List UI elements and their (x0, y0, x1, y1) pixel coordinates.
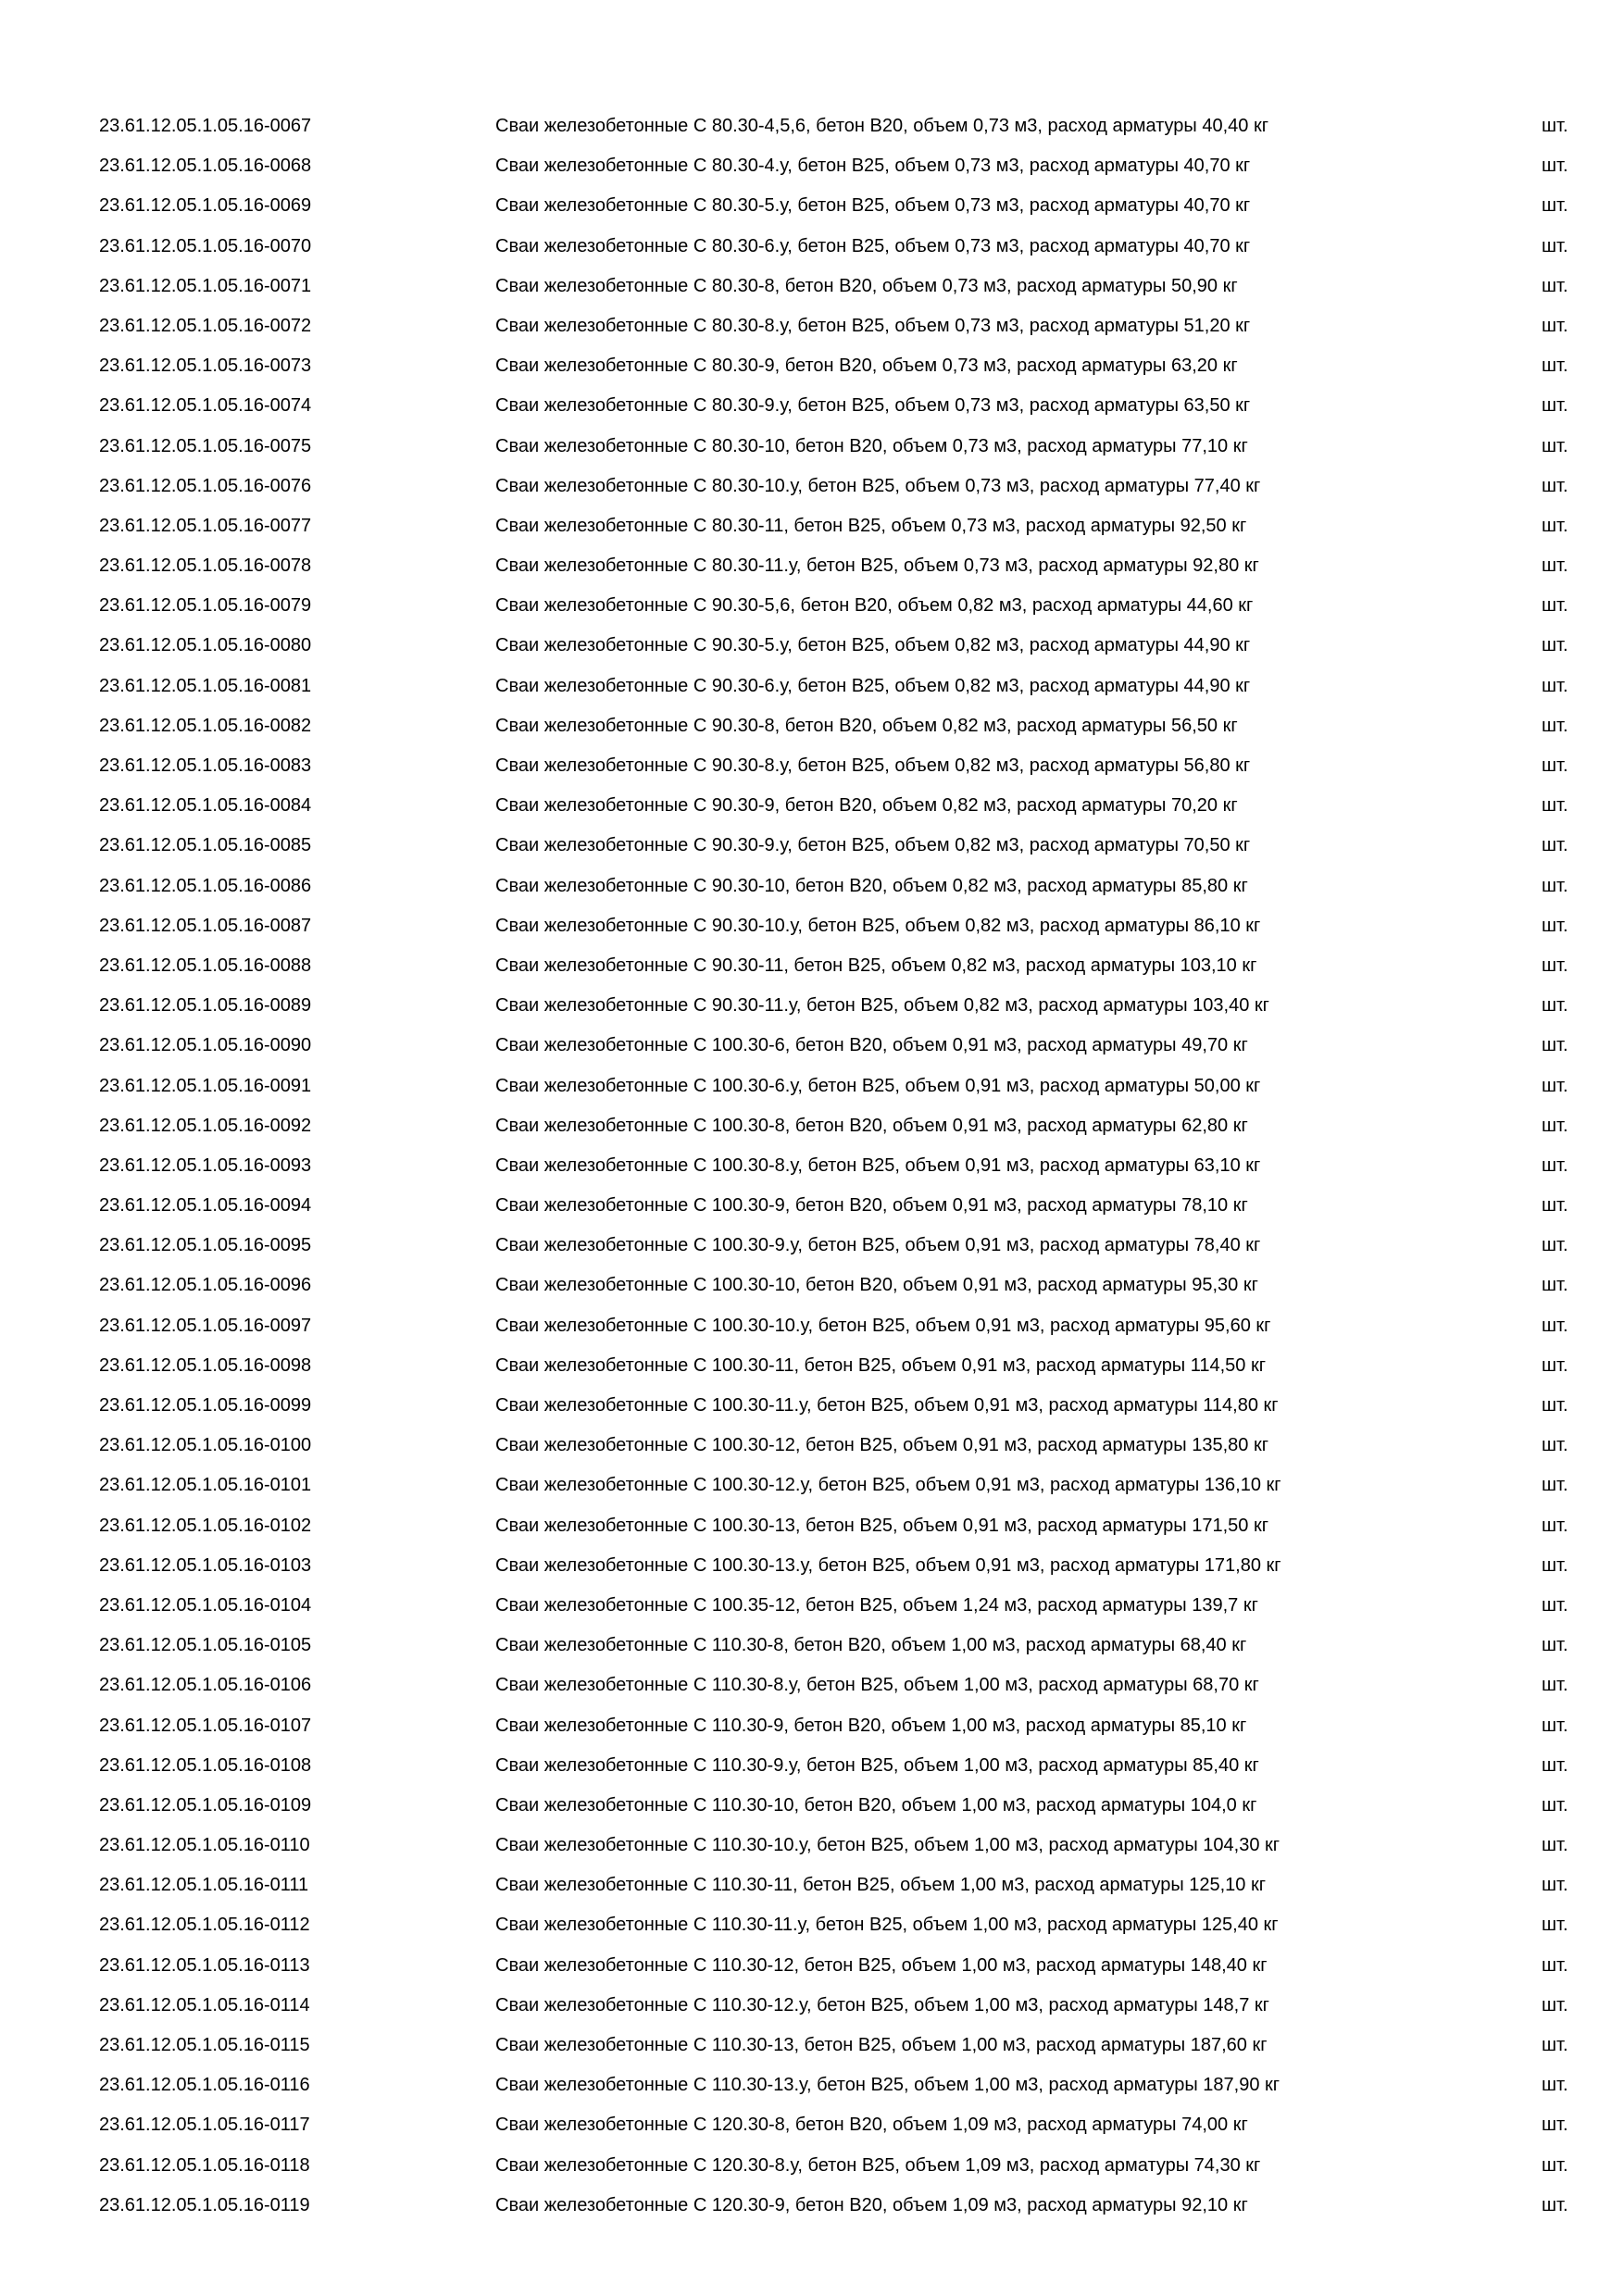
resource-code: 23.61.12.05.1.05.16-0115 (99, 2035, 310, 2055)
resource-code: 23.61.12.05.1.05.16-0117 (99, 2115, 310, 2136)
resource-name: Сваи железобетонные С 100.30-8, бетон В20, объем 0,91 м3, расход арматуры 62,80 кг (495, 1115, 1248, 1136)
resource-name: Сваи железобетонные С 110.30-11.у, бетон В25, объем 1,00 м3, расход арматуры 125,40 кг (495, 1915, 1279, 1936)
unit-of-measure: шт. (1542, 1354, 1568, 1376)
resource-name: Сваи железобетонные С 80.30-8, бетон В20, объем 0,73 м3, расход арматуры 50,90 кг (495, 275, 1238, 296)
resource-code: 23.61.12.05.1.05.16-0119 (99, 2194, 310, 2215)
resource-name: Сваи железобетонные С 120.30-9, бетон В20, объем 1,09 м3, расход арматуры 92,10 кг (495, 2194, 1248, 2215)
resource-code: 23.61.12.05.1.05.16-0095 (99, 1235, 312, 1256)
resource-name: Сваи железобетонные С 80.30-8.у, бетон В25, объем 0,73 м3, расход арматуры 51,20 кг (495, 315, 1251, 336)
resource-name: Сваи железобетонные С 120.30-8, бетон В20, объем 1,09 м3, расход арматуры 74,00 кг (495, 2115, 1248, 2136)
resource-code: 23.61.12.05.1.05.16-0097 (99, 1315, 312, 1336)
unit-of-measure: шт. (1542, 156, 1568, 177)
table-row (0, 1346, 1624, 1386)
unit-of-measure: шт. (1542, 315, 1568, 336)
unit-of-measure: шт. (1542, 1075, 1568, 1096)
unit-of-measure: шт. (1542, 1875, 1568, 1896)
table-row (0, 1746, 1624, 1786)
unit-of-measure: шт. (1542, 1235, 1568, 1256)
unit-of-measure: шт. (1542, 475, 1568, 496)
resource-code: 23.61.12.05.1.05.16-0091 (99, 1075, 312, 1096)
unit-of-measure: шт. (1542, 1115, 1568, 1136)
unit-of-measure: шт. (1542, 435, 1568, 456)
resource-code: 23.61.12.05.1.05.16-0107 (99, 1715, 312, 1736)
unit-of-measure: шт. (1542, 1754, 1568, 1776)
table-row (0, 1466, 1624, 1505)
table-row (0, 826, 1624, 866)
resource-code: 23.61.12.05.1.05.16-0069 (99, 195, 312, 217)
resource-code: 23.61.12.05.1.05.16-0110 (99, 1835, 310, 1856)
table-row (0, 506, 1624, 546)
resource-code: 23.61.12.05.1.05.16-0109 (99, 1794, 312, 1816)
table-row (0, 2026, 1624, 2065)
table-row (0, 427, 1624, 467)
resource-code: 23.61.12.05.1.05.16-0080 (99, 635, 312, 656)
table-row (0, 1146, 1624, 1186)
resource-name: Сваи железобетонные С 80.30-10, бетон В20, объем 0,73 м3, расход арматуры 77,10 кг (495, 435, 1248, 456)
unit-of-measure: шт. (1542, 2035, 1568, 2055)
resource-code: 23.61.12.05.1.05.16-0096 (99, 1275, 312, 1296)
table-row (0, 586, 1624, 626)
resource-code: 23.61.12.05.1.05.16-0073 (99, 356, 312, 377)
resource-code: 23.61.12.05.1.05.16-0103 (99, 1554, 312, 1576)
table-row (0, 746, 1624, 786)
resource-name: Сваи железобетонные С 110.30-9, бетон В20, объем 1,00 м3, расход арматуры 85,10 кг (495, 1715, 1247, 1736)
resource-code: 23.61.12.05.1.05.16-0089 (99, 995, 312, 1017)
resource-name: Сваи железобетонные С 80.30-9.у, бетон В25, объем 0,73 м3, расход арматуры 63,50 кг (495, 395, 1251, 417)
unit-of-measure: шт. (1542, 1994, 1568, 2015)
unit-of-measure: шт. (1542, 1594, 1568, 1616)
resource-code: 23.61.12.05.1.05.16-0104 (99, 1594, 312, 1616)
resource-code: 23.61.12.05.1.05.16-0078 (99, 555, 312, 577)
unit-of-measure: шт. (1542, 915, 1568, 936)
unit-of-measure: шт. (1542, 1195, 1568, 1217)
table-row (0, 667, 1624, 706)
resource-name: Сваи железобетонные С 100.30-11.у, бетон В25, объем 0,91 м3, расход арматуры 114,80 кг (495, 1395, 1279, 1416)
unit-of-measure: шт. (1542, 1835, 1568, 1856)
resource-name: Сваи железобетонные С 110.30-12, бетон В25, объем 1,00 м3, расход арматуры 148,40 кг (495, 1954, 1268, 1976)
unit-of-measure: шт. (1542, 875, 1568, 896)
table-row (0, 306, 1624, 346)
resource-name: Сваи железобетонные С 100.30-10.у, бетон В25, объем 0,91 м3, расход арматуры 95,60 кг (495, 1315, 1271, 1336)
resource-code: 23.61.12.05.1.05.16-0071 (99, 275, 312, 296)
table-row (0, 1026, 1624, 1066)
unit-of-measure: шт. (1542, 595, 1568, 617)
unit-of-measure: шт. (1542, 795, 1568, 817)
resource-name: Сваи железобетонные С 110.30-9.у, бетон В25, объем 1,00 м3, расход арматуры 85,40 кг (495, 1754, 1259, 1776)
resource-name: Сваи железобетонные С 90.30-5.у, бетон В25, объем 0,82 м3, расход арматуры 44,90 кг (495, 635, 1251, 656)
resource-name: Сваи железобетонные С 100.30-12, бетон В25, объем 0,91 м3, расход арматуры 135,80 кг (495, 1435, 1268, 1456)
resource-code: 23.61.12.05.1.05.16-0088 (99, 955, 312, 976)
unit-of-measure: шт. (1542, 275, 1568, 296)
table-row (0, 2186, 1624, 2226)
table-row (0, 1067, 1624, 1106)
table-row (0, 1706, 1624, 1746)
resource-code: 23.61.12.05.1.05.16-0098 (99, 1354, 312, 1376)
unit-of-measure: шт. (1542, 395, 1568, 417)
table-row (0, 946, 1624, 986)
table-row (0, 986, 1624, 1026)
unit-of-measure: шт. (1542, 1915, 1568, 1936)
resource-name: Сваи железобетонные С 110.30-10.у, бетон В25, объем 1,00 м3, расход арматуры 104,30 кг (495, 1835, 1280, 1856)
unit-of-measure: шт. (1542, 1395, 1568, 1416)
price-list-table (0, 106, 1624, 2226)
unit-of-measure: шт. (1542, 235, 1568, 256)
resource-code: 23.61.12.05.1.05.16-0092 (99, 1115, 312, 1136)
resource-name: Сваи железобетонные С 100.30-6.у, бетон В25, объем 0,91 м3, расход арматуры 50,00 кг (495, 1075, 1261, 1096)
resource-name: Сваи железобетонные С 80.30-10.у, бетон В25, объем 0,73 м3, расход арматуры 77,40 кг (495, 475, 1261, 496)
resource-code: 23.61.12.05.1.05.16-0087 (99, 915, 312, 936)
unit-of-measure: шт. (1542, 116, 1568, 136)
resource-name: Сваи железобетонные С 120.30-8.у, бетон В25, объем 1,09 м3, расход арматуры 74,30 кг (495, 2154, 1261, 2176)
resource-code: 23.61.12.05.1.05.16-0072 (99, 315, 312, 336)
resource-code: 23.61.12.05.1.05.16-0077 (99, 515, 312, 536)
resource-code: 23.61.12.05.1.05.16-0083 (99, 755, 312, 776)
unit-of-measure: шт. (1542, 755, 1568, 776)
resource-name: Сваи железобетонные С 80.30-11.у, бетон В25, объем 0,73 м3, расход арматуры 92,80 кг (495, 555, 1259, 577)
resource-code: 23.61.12.05.1.05.16-0084 (99, 795, 312, 817)
unit-of-measure: шт. (1542, 1954, 1568, 1976)
resource-code: 23.61.12.05.1.05.16-0111 (99, 1875, 309, 1896)
resource-code: 23.61.12.05.1.05.16-0113 (99, 1954, 310, 1976)
resource-name: Сваи железобетонные С 100.30-11, бетон В25, объем 0,91 м3, расход арматуры 114,50 кг (495, 1354, 1267, 1376)
table-row (0, 386, 1624, 426)
table-row (0, 106, 1624, 146)
resource-name: Сваи железобетонные С 110.30-13, бетон В25, объем 1,00 м3, расход арматуры 187,60 кг (495, 2035, 1268, 2055)
resource-code: 23.61.12.05.1.05.16-0081 (99, 675, 312, 696)
unit-of-measure: шт. (1542, 555, 1568, 577)
table-row (0, 1826, 1624, 1866)
resource-name: Сваи железобетонные С 100.30-13, бетон В25, объем 0,91 м3, расход арматуры 171,50 кг (495, 1515, 1268, 1536)
table-row (0, 1905, 1624, 1945)
resource-code: 23.61.12.05.1.05.16-0102 (99, 1515, 312, 1536)
resource-name: Сваи железобетонные С 80.30-5.у, бетон В25, объем 0,73 м3, расход арматуры 40,70 кг (495, 195, 1251, 217)
resource-code: 23.61.12.05.1.05.16-0086 (99, 875, 312, 896)
resource-name: Сваи железобетонные С 80.30-4.у, бетон В25, объем 0,73 м3, расход арматуры 40,70 кг (495, 156, 1251, 177)
table-row (0, 867, 1624, 906)
table-row (0, 786, 1624, 826)
resource-name: Сваи железобетонные С 100.30-10, бетон В20, объем 0,91 м3, расход арматуры 95,30 кг (495, 1275, 1258, 1296)
resource-code: 23.61.12.05.1.05.16-0076 (99, 475, 312, 496)
table-row (0, 186, 1624, 226)
table-row (0, 227, 1624, 267)
table-row (0, 906, 1624, 946)
unit-of-measure: шт. (1542, 2194, 1568, 2215)
resource-name: Сваи железобетонные С 90.30-11, бетон В25, объем 0,82 м3, расход арматуры 103,10 кг (495, 955, 1257, 976)
unit-of-measure: шт. (1542, 2075, 1568, 2096)
resource-name: Сваи железобетонные С 90.30-10.у, бетон В25, объем 0,82 м3, расход арматуры 86,10 кг (495, 915, 1261, 936)
resource-code: 23.61.12.05.1.05.16-0112 (99, 1915, 310, 1936)
resource-code: 23.61.12.05.1.05.16-0101 (99, 1475, 312, 1496)
unit-of-measure: шт. (1542, 1275, 1568, 1296)
resource-name: Сваи железобетонные С 90.30-6.у, бетон В25, объем 0,82 м3, расход арматуры 44,90 кг (495, 675, 1251, 696)
resource-name: Сваи железобетонные С 100.35-12, бетон В25, объем 1,24 м3, расход арматуры 139,7 кг (495, 1594, 1258, 1616)
resource-name: Сваи железобетонные С 100.30-6, бетон В20, объем 0,91 м3, расход арматуры 49,70 кг (495, 1035, 1248, 1056)
resource-name: Сваи железобетонные С 90.30-5,6, бетон В20, объем 0,82 м3, расход арматуры 44,60 кг (495, 595, 1254, 617)
resource-code: 23.61.12.05.1.05.16-0079 (99, 595, 312, 617)
table-row (0, 1426, 1624, 1466)
unit-of-measure: шт. (1542, 195, 1568, 217)
unit-of-measure: шт. (1542, 1475, 1568, 1496)
resource-code: 23.61.12.05.1.05.16-0105 (99, 1635, 312, 1656)
unit-of-measure: шт. (1542, 2154, 1568, 2176)
resource-name: Сваи железобетонные С 110.30-12.у, бетон В25, объем 1,00 м3, расход арматуры 148,7 кг (495, 1994, 1269, 2015)
unit-of-measure: шт. (1542, 715, 1568, 736)
resource-name: Сваи железобетонные С 80.30-6.у, бетон В25, объем 0,73 м3, расход арматуры 40,70 кг (495, 235, 1251, 256)
unit-of-measure: шт. (1542, 1635, 1568, 1656)
resource-name: Сваи железобетонные С 100.30-12.у, бетон В25, объем 0,91 м3, расход арматуры 136,10 кг (495, 1475, 1281, 1496)
resource-name: Сваи железобетонные С 100.30-9.у, бетон В25, объем 0,91 м3, расход арматуры 78,40 кг (495, 1235, 1261, 1256)
resource-name: Сваи железобетонные С 90.30-9.у, бетон В25, объем 0,82 м3, расход арматуры 70,50 кг (495, 835, 1251, 856)
unit-of-measure: шт. (1542, 835, 1568, 856)
unit-of-measure: шт. (1542, 675, 1568, 696)
resource-name: Сваи железобетонные С 110.30-11, бетон В25, объем 1,00 м3, расход арматуры 125,10 кг (495, 1875, 1267, 1896)
resource-code: 23.61.12.05.1.05.16-0082 (99, 715, 312, 736)
resource-name: Сваи железобетонные С 110.30-8, бетон В20, объем 1,00 м3, расход арматуры 68,40 кг (495, 1635, 1247, 1656)
table-row (0, 1106, 1624, 1146)
unit-of-measure: шт. (1542, 356, 1568, 377)
resource-code: 23.61.12.05.1.05.16-0094 (99, 1195, 312, 1217)
resource-name: Сваи железобетонные С 100.30-9, бетон В20, объем 0,91 м3, расход арматуры 78,10 кг (495, 1195, 1248, 1217)
unit-of-measure: шт. (1542, 995, 1568, 1017)
unit-of-measure: шт. (1542, 2115, 1568, 2136)
table-row (0, 467, 1624, 506)
unit-of-measure: шт. (1542, 1675, 1568, 1696)
resource-name: Сваи железобетонные С 110.30-13.у, бетон В25, объем 1,00 м3, расход арматуры 187,90 кг (495, 2075, 1280, 2096)
resource-code: 23.61.12.05.1.05.16-0118 (99, 2154, 310, 2176)
table-row (0, 1986, 1624, 2026)
resource-code: 23.61.12.05.1.05.16-0093 (99, 1154, 312, 1176)
resource-code: 23.61.12.05.1.05.16-0075 (99, 435, 312, 456)
unit-of-measure: шт. (1542, 1715, 1568, 1736)
table-row (0, 1626, 1624, 1666)
resource-code: 23.61.12.05.1.05.16-0114 (99, 1994, 310, 2015)
table-row (0, 1306, 1624, 1346)
table-row (0, 1266, 1624, 1305)
resource-name: Сваи железобетонные С 90.30-8.у, бетон В25, объем 0,82 м3, расход арматуры 56,80 кг (495, 755, 1251, 776)
resource-name: Сваи железобетонные С 100.30-13.у, бетон В25, объем 0,91 м3, расход арматуры 171,80 кг (495, 1554, 1281, 1576)
resource-code: 23.61.12.05.1.05.16-0090 (99, 1035, 312, 1056)
table-row (0, 706, 1624, 746)
table-row (0, 1546, 1624, 1586)
table-row (0, 2105, 1624, 2145)
resource-code: 23.61.12.05.1.05.16-0085 (99, 835, 312, 856)
table-row (0, 546, 1624, 586)
resource-name: Сваи железобетонные С 100.30-8.у, бетон В25, объем 0,91 м3, расход арматуры 63,10 кг (495, 1154, 1261, 1176)
table-row (0, 2065, 1624, 2105)
table-row (0, 626, 1624, 666)
table-row (0, 2146, 1624, 2186)
table-row (0, 1186, 1624, 1226)
unit-of-measure: шт. (1542, 1794, 1568, 1816)
table-row (0, 146, 1624, 186)
unit-of-measure: шт. (1542, 1554, 1568, 1576)
resource-code: 23.61.12.05.1.05.16-0070 (99, 235, 312, 256)
resource-name: Сваи железобетонные С 90.30-10, бетон В20, объем 0,82 м3, расход арматуры 85,80 кг (495, 875, 1248, 896)
table-row (0, 1586, 1624, 1626)
resource-name: Сваи железобетонные С 110.30-8.у, бетон В25, объем 1,00 м3, расход арматуры 68,70 кг (495, 1675, 1259, 1696)
unit-of-measure: шт. (1542, 1515, 1568, 1536)
table-row (0, 1946, 1624, 1986)
resource-code: 23.61.12.05.1.05.16-0100 (99, 1435, 312, 1456)
resource-name: Сваи железобетонные С 80.30-9, бетон В20, объем 0,73 м3, расход арматуры 63,20 кг (495, 356, 1238, 377)
table-row (0, 346, 1624, 386)
unit-of-measure: шт. (1542, 635, 1568, 656)
resource-code: 23.61.12.05.1.05.16-0068 (99, 156, 312, 177)
table-row (0, 1866, 1624, 1905)
resource-name: Сваи железобетонные С 80.30-11, бетон В25, объем 0,73 м3, расход арматуры 92,50 кг (495, 515, 1247, 536)
resource-code: 23.61.12.05.1.05.16-0108 (99, 1754, 312, 1776)
unit-of-measure: шт. (1542, 1154, 1568, 1176)
resource-code: 23.61.12.05.1.05.16-0116 (99, 2075, 310, 2096)
resource-name: Сваи железобетонные С 90.30-9, бетон В20, объем 0,82 м3, расход арматуры 70,20 кг (495, 795, 1238, 817)
unit-of-measure: шт. (1542, 515, 1568, 536)
table-row (0, 1506, 1624, 1546)
resource-code: 23.61.12.05.1.05.16-0099 (99, 1395, 312, 1416)
resource-name: Сваи железобетонные С 90.30-8, бетон В20, объем 0,82 м3, расход арматуры 56,50 кг (495, 715, 1238, 736)
table-row (0, 267, 1624, 306)
table-row (0, 1666, 1624, 1705)
resource-name: Сваи железобетонные С 80.30-4,5,6, бетон В20, объем 0,73 м3, расход арматуры 40,40 кг (495, 116, 1268, 136)
table-row (0, 1786, 1624, 1826)
resource-name: Сваи железобетонные С 90.30-11.у, бетон В25, объем 0,82 м3, расход арматуры 103,40 кг (495, 995, 1269, 1017)
unit-of-measure: шт. (1542, 1035, 1568, 1056)
unit-of-measure: шт. (1542, 955, 1568, 976)
resource-code: 23.61.12.05.1.05.16-0067 (99, 116, 312, 136)
unit-of-measure: шт. (1542, 1435, 1568, 1456)
resource-code: 23.61.12.05.1.05.16-0074 (99, 395, 312, 417)
unit-of-measure: шт. (1542, 1315, 1568, 1336)
resource-code: 23.61.12.05.1.05.16-0106 (99, 1675, 312, 1696)
resource-name: Сваи железобетонные С 110.30-10, бетон В20, объем 1,00 м3, расход арматуры 104,0 кг (495, 1794, 1257, 1816)
table-row (0, 1386, 1624, 1426)
table-row (0, 1226, 1624, 1266)
